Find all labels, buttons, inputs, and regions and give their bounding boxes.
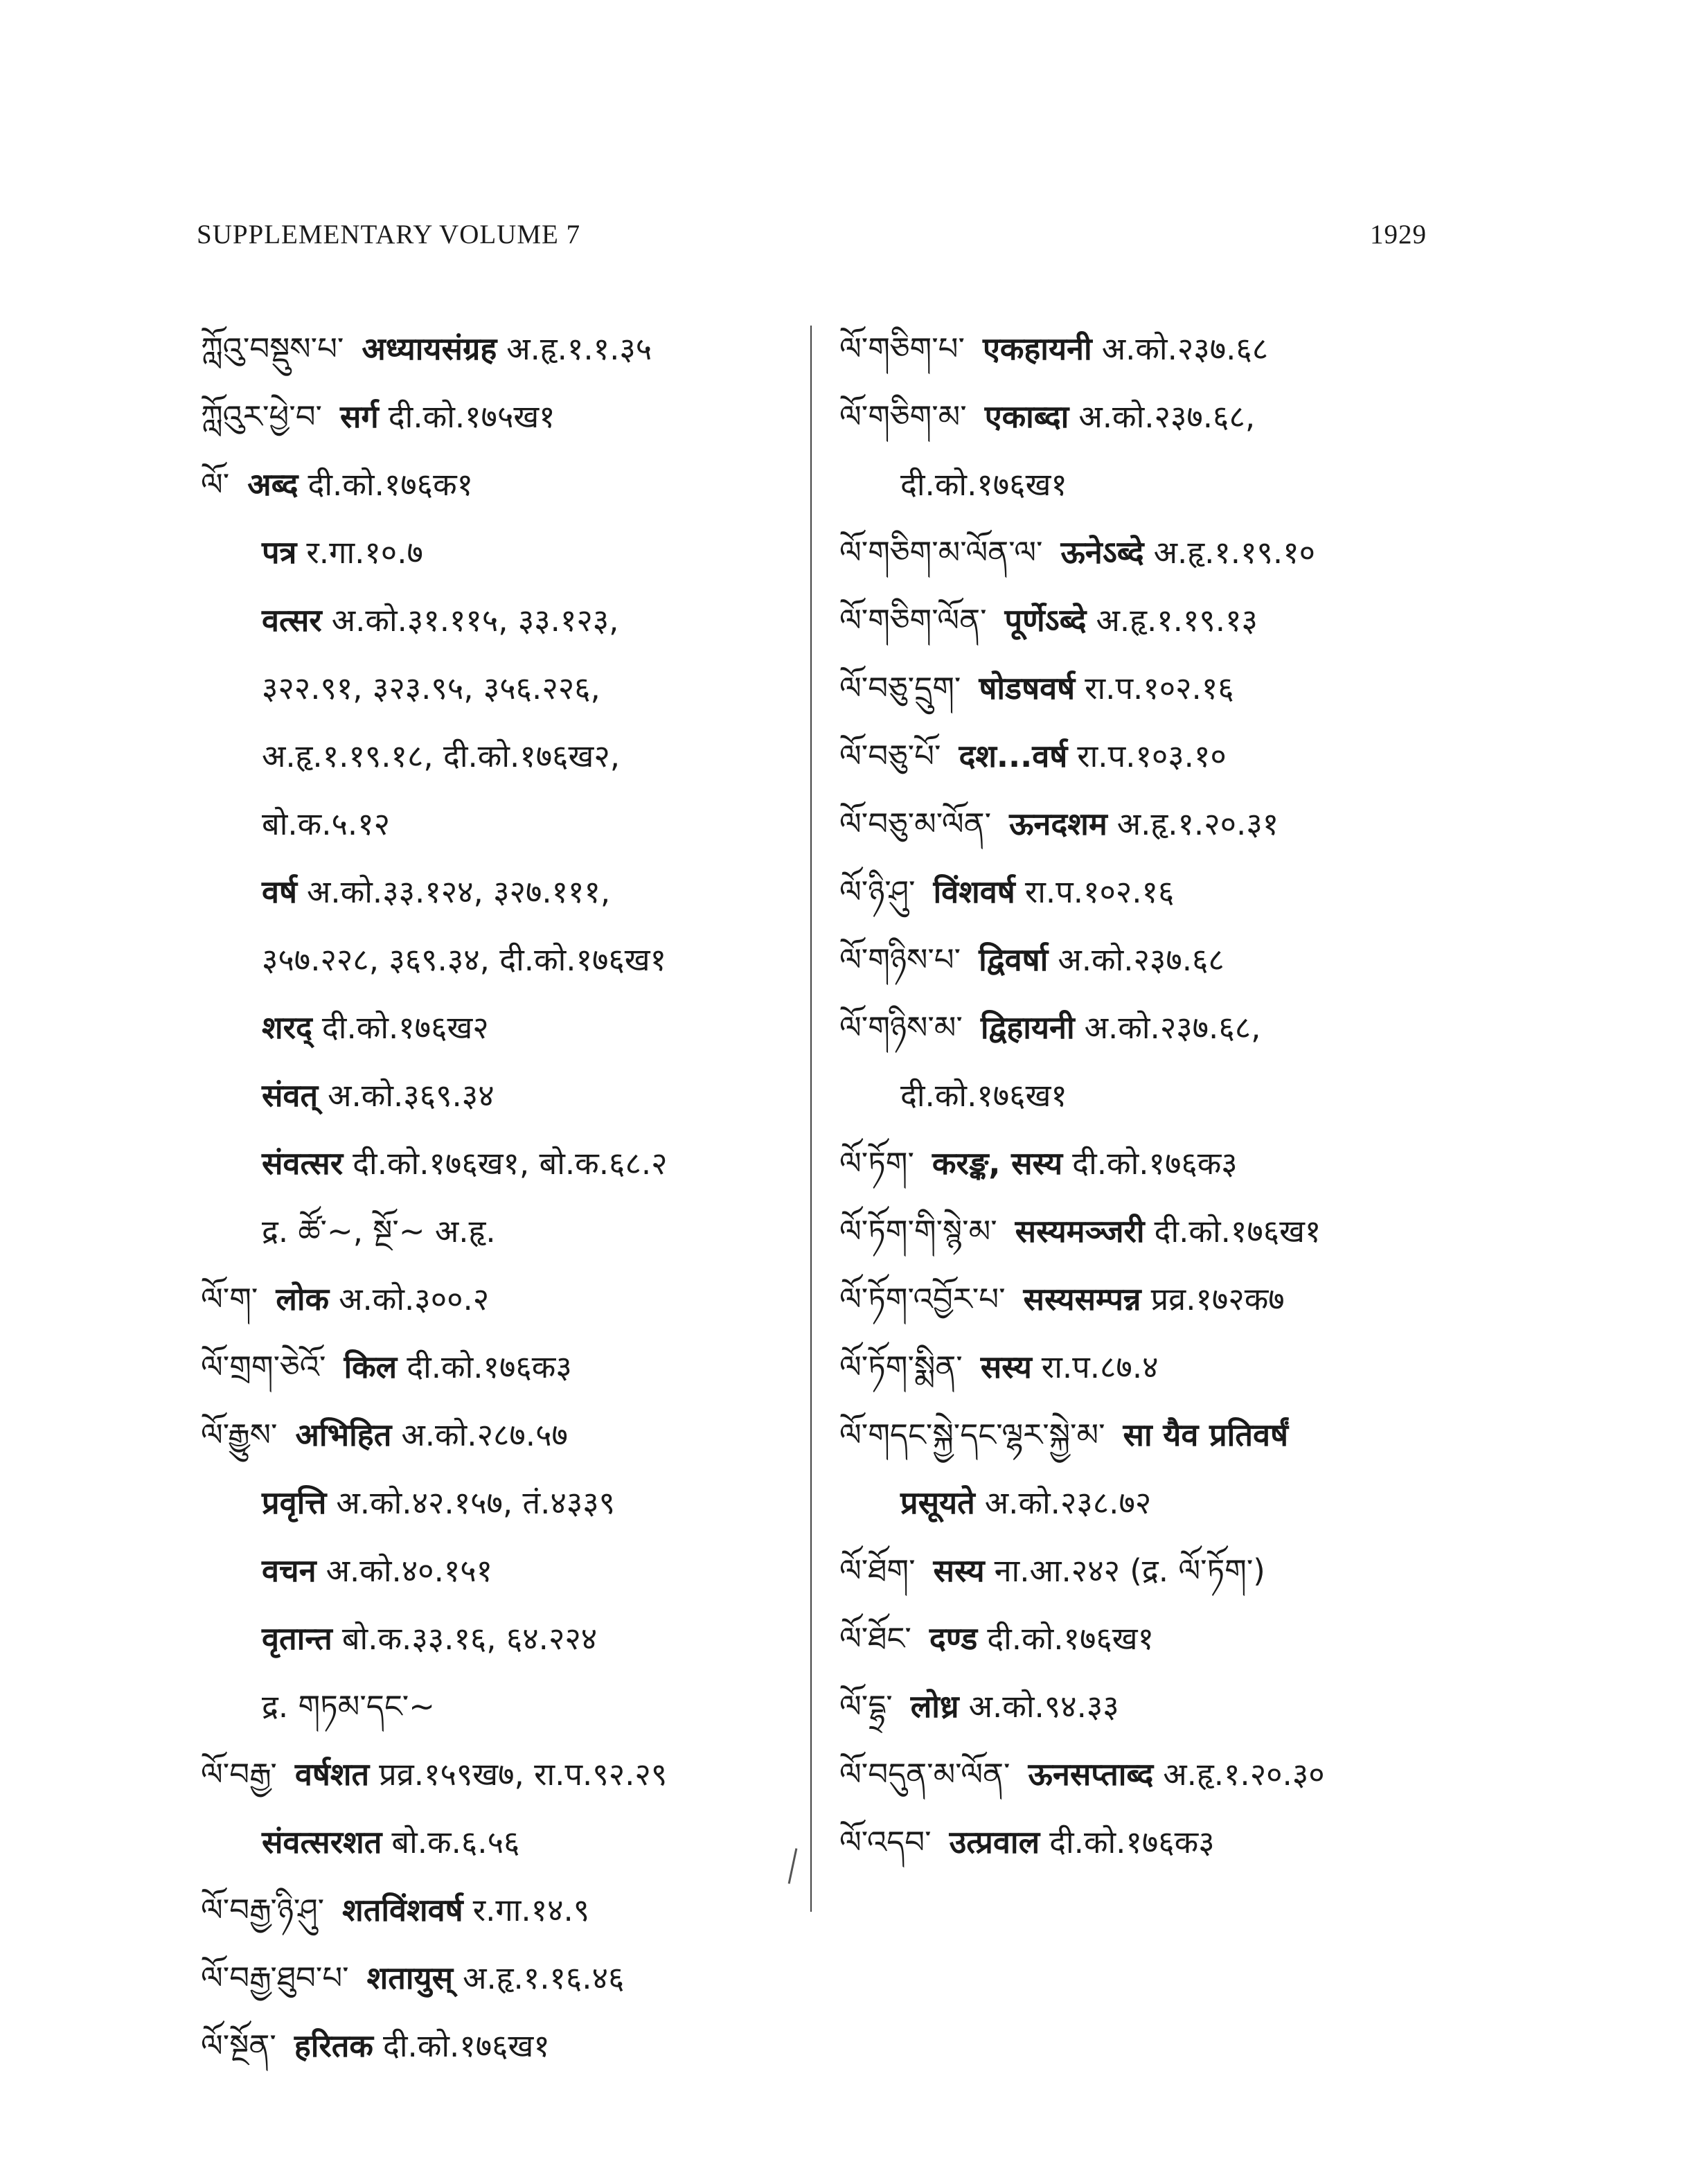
sanskrit-equivalent: सा यैव प्रतिवर्षं — [1123, 1417, 1289, 1453]
tibetan-headword: ལོ་ཏོག་སྨིན་ — [839, 1349, 963, 1385]
source-reference: ना.आ.२४२ (द्र. ལོ་ཏོག་) — [994, 1552, 1265, 1589]
dictionary-entry — [839, 587, 1435, 655]
source-reference: दी.को.१७५ख१ — [388, 398, 555, 435]
source-reference: र.गा.१०.७ — [306, 534, 423, 571]
source-reference: दी.को.१७६ख२ — [321, 1009, 489, 1046]
source-reference: दी.को.१७६ख१, बो.क.६८.२ — [353, 1145, 668, 1182]
dictionary-entry — [839, 1673, 1435, 1741]
dictionary-entry — [201, 519, 810, 587]
sanskrit-equivalent: पूर्णेऽब्दे — [1004, 602, 1087, 639]
column-divider — [810, 326, 812, 1912]
sanskrit-equivalent: अब्द — [247, 466, 299, 503]
tibetan-headword: ལོ་ — [201, 466, 230, 503]
dictionary-entry — [839, 1062, 1435, 1130]
source-reference: ३२२.९१, ३२३.९५, ३५६.२२६, — [262, 670, 600, 707]
dictionary-entry — [201, 587, 810, 655]
tibetan-headword: ལོ་སྔོན་ — [201, 2027, 276, 2064]
source-reference: बो.क.५.१२ — [262, 806, 391, 842]
sanskrit-equivalent: वर्ष — [262, 873, 298, 910]
right-column — [839, 315, 1435, 1876]
source-reference: अ.को.२३७.६८ — [1058, 941, 1224, 978]
source-reference: अ.को.३३.१२४, ३२७.१११, — [307, 873, 611, 910]
sanskrit-equivalent: द्विवर्षा — [979, 941, 1049, 978]
dictionary-entry — [201, 790, 810, 858]
sanskrit-equivalent: करङ्क, सस्य — [932, 1145, 1063, 1182]
tibetan-headword: ལོ་བཅུ་པོ་ — [839, 738, 941, 774]
page-number: 1929 — [1370, 220, 1427, 249]
sanskrit-equivalent: प्रवृत्ति — [262, 1484, 327, 1521]
source-reference: अ.हृ.१.१९.१३ — [1096, 602, 1258, 639]
tibetan-headword: ལོ་ཏོག་གི་སྙེ་མ་ — [839, 1213, 997, 1250]
dictionary-entry — [201, 655, 810, 722]
tibetan-headword: ལོ་བདུན་མ་ལོན་ — [839, 1756, 1010, 1793]
sanskrit-equivalent: वर्षशत — [294, 1756, 370, 1793]
source-reference: अ.को.२३७.६८ — [1101, 330, 1269, 367]
dictionary-entry — [201, 1605, 810, 1673]
source-reference: अ.को.३६९.३४ — [328, 1077, 495, 1114]
dictionary-entry — [201, 1266, 810, 1333]
dictionary-entry — [201, 383, 810, 451]
source-reference: बो.क.६.५६ — [391, 1824, 520, 1861]
dictionary-entry — [201, 1809, 810, 1876]
dictionary-entry — [201, 1198, 810, 1266]
tibetan-headword: ལོ་ཉི་ཤུ་ — [839, 873, 916, 910]
source-reference: अ.हृ.१.१.३५ — [506, 330, 652, 367]
running-title: SUPPLEMENTARY VOLUME 7 — [197, 220, 581, 249]
dictionary-entry — [201, 1401, 810, 1469]
dictionary-entry — [201, 1673, 810, 1741]
sanskrit-equivalent: ऊनसप्ताब्द — [1028, 1756, 1154, 1793]
source-reference: अ.को.३१.११५, ३३.१२३, — [331, 602, 619, 639]
dictionary-entry — [201, 1469, 810, 1537]
left-column — [201, 315, 810, 2080]
tibetan-headword: ལོ་གཅིག་ལོན་ — [839, 602, 987, 639]
sanskrit-equivalent: द्विहायनी — [980, 1009, 1075, 1046]
dictionary-entry — [201, 1537, 810, 1605]
tibetan-headword: ལོ་བཅུ་དྲུག་ — [839, 670, 961, 707]
source-reference: दी.को.१७६ख१ — [900, 466, 1067, 503]
sanskrit-equivalent: वचन — [262, 1552, 317, 1589]
dictionary-entry — [839, 994, 1435, 1062]
sanskrit-equivalent: अभिहित — [295, 1417, 392, 1453]
dictionary-entry — [201, 1062, 810, 1130]
tibetan-headword: ལོ་གདང་སྐྱེ་དང་ལྷར་སྐྱེ་མ་ — [839, 1417, 1105, 1453]
source-reference: दी.को.१७६ख१ — [987, 1620, 1154, 1657]
dictionary-entry — [839, 1605, 1435, 1673]
sanskrit-equivalent: सस्य — [980, 1349, 1032, 1385]
source-reference: दी.को.१७६क१ — [308, 466, 474, 503]
dictionary-entry — [839, 1401, 1435, 1469]
tibetan-headword: ལོ་བཅུ་མ་ལོན་ — [839, 806, 992, 842]
sanskrit-equivalent: सर्ग — [340, 398, 379, 435]
source-reference: अ.को.३००.२ — [339, 1281, 490, 1317]
source-reference: अ.हृ.१.१९.१८, दी.को.१७६ख२, — [262, 738, 621, 774]
dictionary-entry — [839, 858, 1435, 926]
source-reference: रा.प.१०२.१६ — [1024, 873, 1175, 910]
source-reference: द्र. ཚོ་~, སྔོ་~ अ.हृ. — [262, 1213, 496, 1250]
dictionary-entry — [201, 722, 810, 790]
sanskrit-equivalent: ऊनदशम — [1009, 806, 1107, 842]
source-reference: दी.को.१७६क३ — [407, 1349, 572, 1385]
tibetan-headword: ཀློའུ་བསྡུས་པ་ — [201, 330, 344, 367]
sanskrit-equivalent: प्रसूयते — [900, 1484, 975, 1521]
source-reference: रा.प.८७.४ — [1041, 1349, 1159, 1385]
sanskrit-equivalent: अध्यायसंग्रह — [362, 330, 497, 367]
dictionary-entry — [839, 1809, 1435, 1876]
source-reference: दी.को.१७६क३ — [1072, 1145, 1238, 1182]
sanskrit-equivalent: सस्यमञ्जरी — [1015, 1213, 1145, 1250]
sanskrit-equivalent: शतायुस् — [366, 1960, 454, 1996]
sanskrit-equivalent: पत्र — [262, 534, 297, 571]
source-reference: रा.प.१०२.१६ — [1085, 670, 1234, 707]
sanskrit-equivalent: वृतान्त — [262, 1620, 332, 1657]
sanskrit-equivalent: ऊनेऽब्दे — [1060, 534, 1144, 571]
source-reference: अ.हृ.१.२०.३१ — [1116, 806, 1279, 842]
source-reference: प्रव्र.१५९ख७, रा.प.९२.२९ — [379, 1756, 668, 1793]
source-reference: अ.को.२८७.५७ — [401, 1417, 568, 1453]
source-reference: अ.को.४०.१५१ — [326, 1552, 493, 1589]
source-reference: अ.हृ.१.२०.३० — [1163, 1756, 1325, 1793]
sanskrit-equivalent: संवत्सर — [262, 1145, 344, 1182]
dictionary-entry — [839, 1469, 1435, 1537]
sanskrit-equivalent: संवत् — [262, 1077, 319, 1114]
tibetan-headword: ཀློའུར་ཕྱེ་བ་ — [201, 398, 323, 435]
sanskrit-equivalent: हरितक — [294, 2027, 373, 2064]
source-reference: अ.हृ.१.१९.१० — [1153, 534, 1316, 571]
source-reference: अ.को.९४.३३ — [968, 1688, 1119, 1725]
dictionary-entry — [201, 1333, 810, 1401]
dictionary-entry — [839, 451, 1435, 519]
dictionary-entry — [201, 1876, 810, 1944]
tibetan-headword: ལོ་ག་ — [201, 1281, 258, 1317]
sanskrit-equivalent: लोक — [276, 1281, 330, 1317]
source-reference: अ.को.२३८.७२ — [984, 1484, 1152, 1521]
tibetan-headword: ལོ་གཉིས་མ་ — [839, 1009, 963, 1046]
source-reference: दी.को.१७६ख१ — [900, 1077, 1067, 1114]
sanskrit-equivalent: शतविंशवर्ष — [342, 1892, 463, 1928]
dictionary-entry — [839, 1198, 1435, 1266]
tibetan-headword: ལོ་རྒྱུས་ — [201, 1417, 278, 1453]
dictionary-entry — [839, 722, 1435, 790]
source-reference: र.गा.१४.९ — [472, 1892, 590, 1928]
dictionary-entry — [201, 2012, 810, 2080]
source-reference: दी.को.१७६ख१ — [382, 2027, 550, 2064]
tibetan-headword: ལོ་བརྒྱ་ཉི་ཤུ་ — [201, 1892, 325, 1928]
source-reference: अ.को.२३७.६८, — [1078, 398, 1256, 435]
sanskrit-equivalent: किल — [344, 1349, 398, 1385]
dictionary-entry — [839, 1266, 1435, 1333]
source-reference: अ.को.४२.१५७, तं.४३३९ — [336, 1484, 616, 1521]
sanskrit-equivalent: वत्सर — [262, 602, 322, 639]
dictionary-entry — [201, 1741, 810, 1809]
dictionary-entry — [839, 1741, 1435, 1809]
dictionary-entry — [839, 315, 1435, 383]
source-reference: बो.क.३३.१६, ६४.२२४ — [341, 1620, 598, 1657]
tibetan-headword: ལོ་ཐོག་ — [839, 1552, 916, 1589]
tibetan-headword: ལོ་གཅིག་མ་ — [839, 398, 967, 435]
source-reference: अ.हृ.१.१६.४६ — [463, 1960, 625, 1996]
source-reference: दी.को.१७६क३ — [1049, 1824, 1215, 1861]
tibetan-headword: ལོ་གཉིས་པ་ — [839, 941, 961, 978]
dictionary-entry — [201, 858, 810, 926]
tibetan-headword: ལོ་ཏོག་འབྱོར་པ་ — [839, 1281, 1006, 1317]
dictionary-entry — [201, 451, 810, 519]
dictionary-entry — [839, 1333, 1435, 1401]
sanskrit-equivalent: संवत्सरशत — [262, 1824, 382, 1861]
dictionary-entry — [201, 926, 810, 994]
sanskrit-equivalent: लोध्र — [910, 1688, 959, 1725]
source-reference: दी.को.१७६ख१ — [1154, 1213, 1321, 1250]
dictionary-entry — [201, 1944, 810, 2012]
dictionary-entry — [839, 1537, 1435, 1605]
tibetan-headword: ལོ་གཅིག་མ་ལོན་ལ་ — [839, 534, 1043, 571]
sanskrit-equivalent: उत्प्रवाल — [949, 1824, 1040, 1861]
source-reference: अ.को.२३७.६८, — [1084, 1009, 1261, 1046]
sanskrit-equivalent: सस्य — [933, 1552, 985, 1589]
source-reference: ३५७.२२८, ३६९.३४, दी.को.१७६ख१ — [262, 941, 667, 978]
source-reference: प्रव्र.१७२क७ — [1150, 1281, 1285, 1317]
sanskrit-equivalent: दश...वर्ष — [959, 738, 1068, 774]
tibetan-headword: ལོ་ཏོག་ — [839, 1145, 914, 1182]
dictionary-entry — [201, 994, 810, 1062]
sanskrit-equivalent: सस्यसम्पन्न — [1023, 1281, 1141, 1317]
sanskrit-equivalent: शरद् — [262, 1009, 312, 1046]
tibetan-headword: ལོ་བརྒྱ་ — [201, 1756, 277, 1793]
tibetan-headword: ལོ་གཅིག་པ་ — [839, 330, 965, 367]
tibetan-headword: ལོ་གྲག་ཅེའོ་ — [201, 1349, 326, 1385]
sanskrit-equivalent: एकाब्दा — [984, 398, 1069, 435]
sanskrit-equivalent: एकहायनी — [982, 330, 1092, 367]
dictionary-entry — [839, 519, 1435, 587]
tibetan-headword: ལོ་བརྒྱ་ཐུབ་པ་ — [201, 1960, 349, 1996]
tibetan-headword: ལོ་ཐོང་ — [839, 1620, 911, 1657]
dictionary-entry — [839, 383, 1435, 451]
dictionary-entry — [839, 790, 1435, 858]
source-reference: रा.प.१०३.१० — [1077, 738, 1227, 774]
sanskrit-equivalent: दण्ड — [929, 1620, 978, 1657]
dictionary-entry — [839, 1130, 1435, 1198]
tibetan-headword: ལོ་འདབ་ — [839, 1824, 932, 1861]
sanskrit-equivalent: विंशवर्ष — [933, 873, 1015, 910]
dictionary-entry — [839, 926, 1435, 994]
source-reference: द्र. གཏམ་དང་~ — [262, 1688, 435, 1725]
dictionary-entry — [201, 1130, 810, 1198]
dictionary-entry — [201, 315, 810, 383]
dictionary-entry — [839, 655, 1435, 722]
tibetan-headword: ལོ་དྷྲ་ — [839, 1688, 893, 1725]
sanskrit-equivalent: षोडषवर्ष — [979, 670, 1076, 707]
